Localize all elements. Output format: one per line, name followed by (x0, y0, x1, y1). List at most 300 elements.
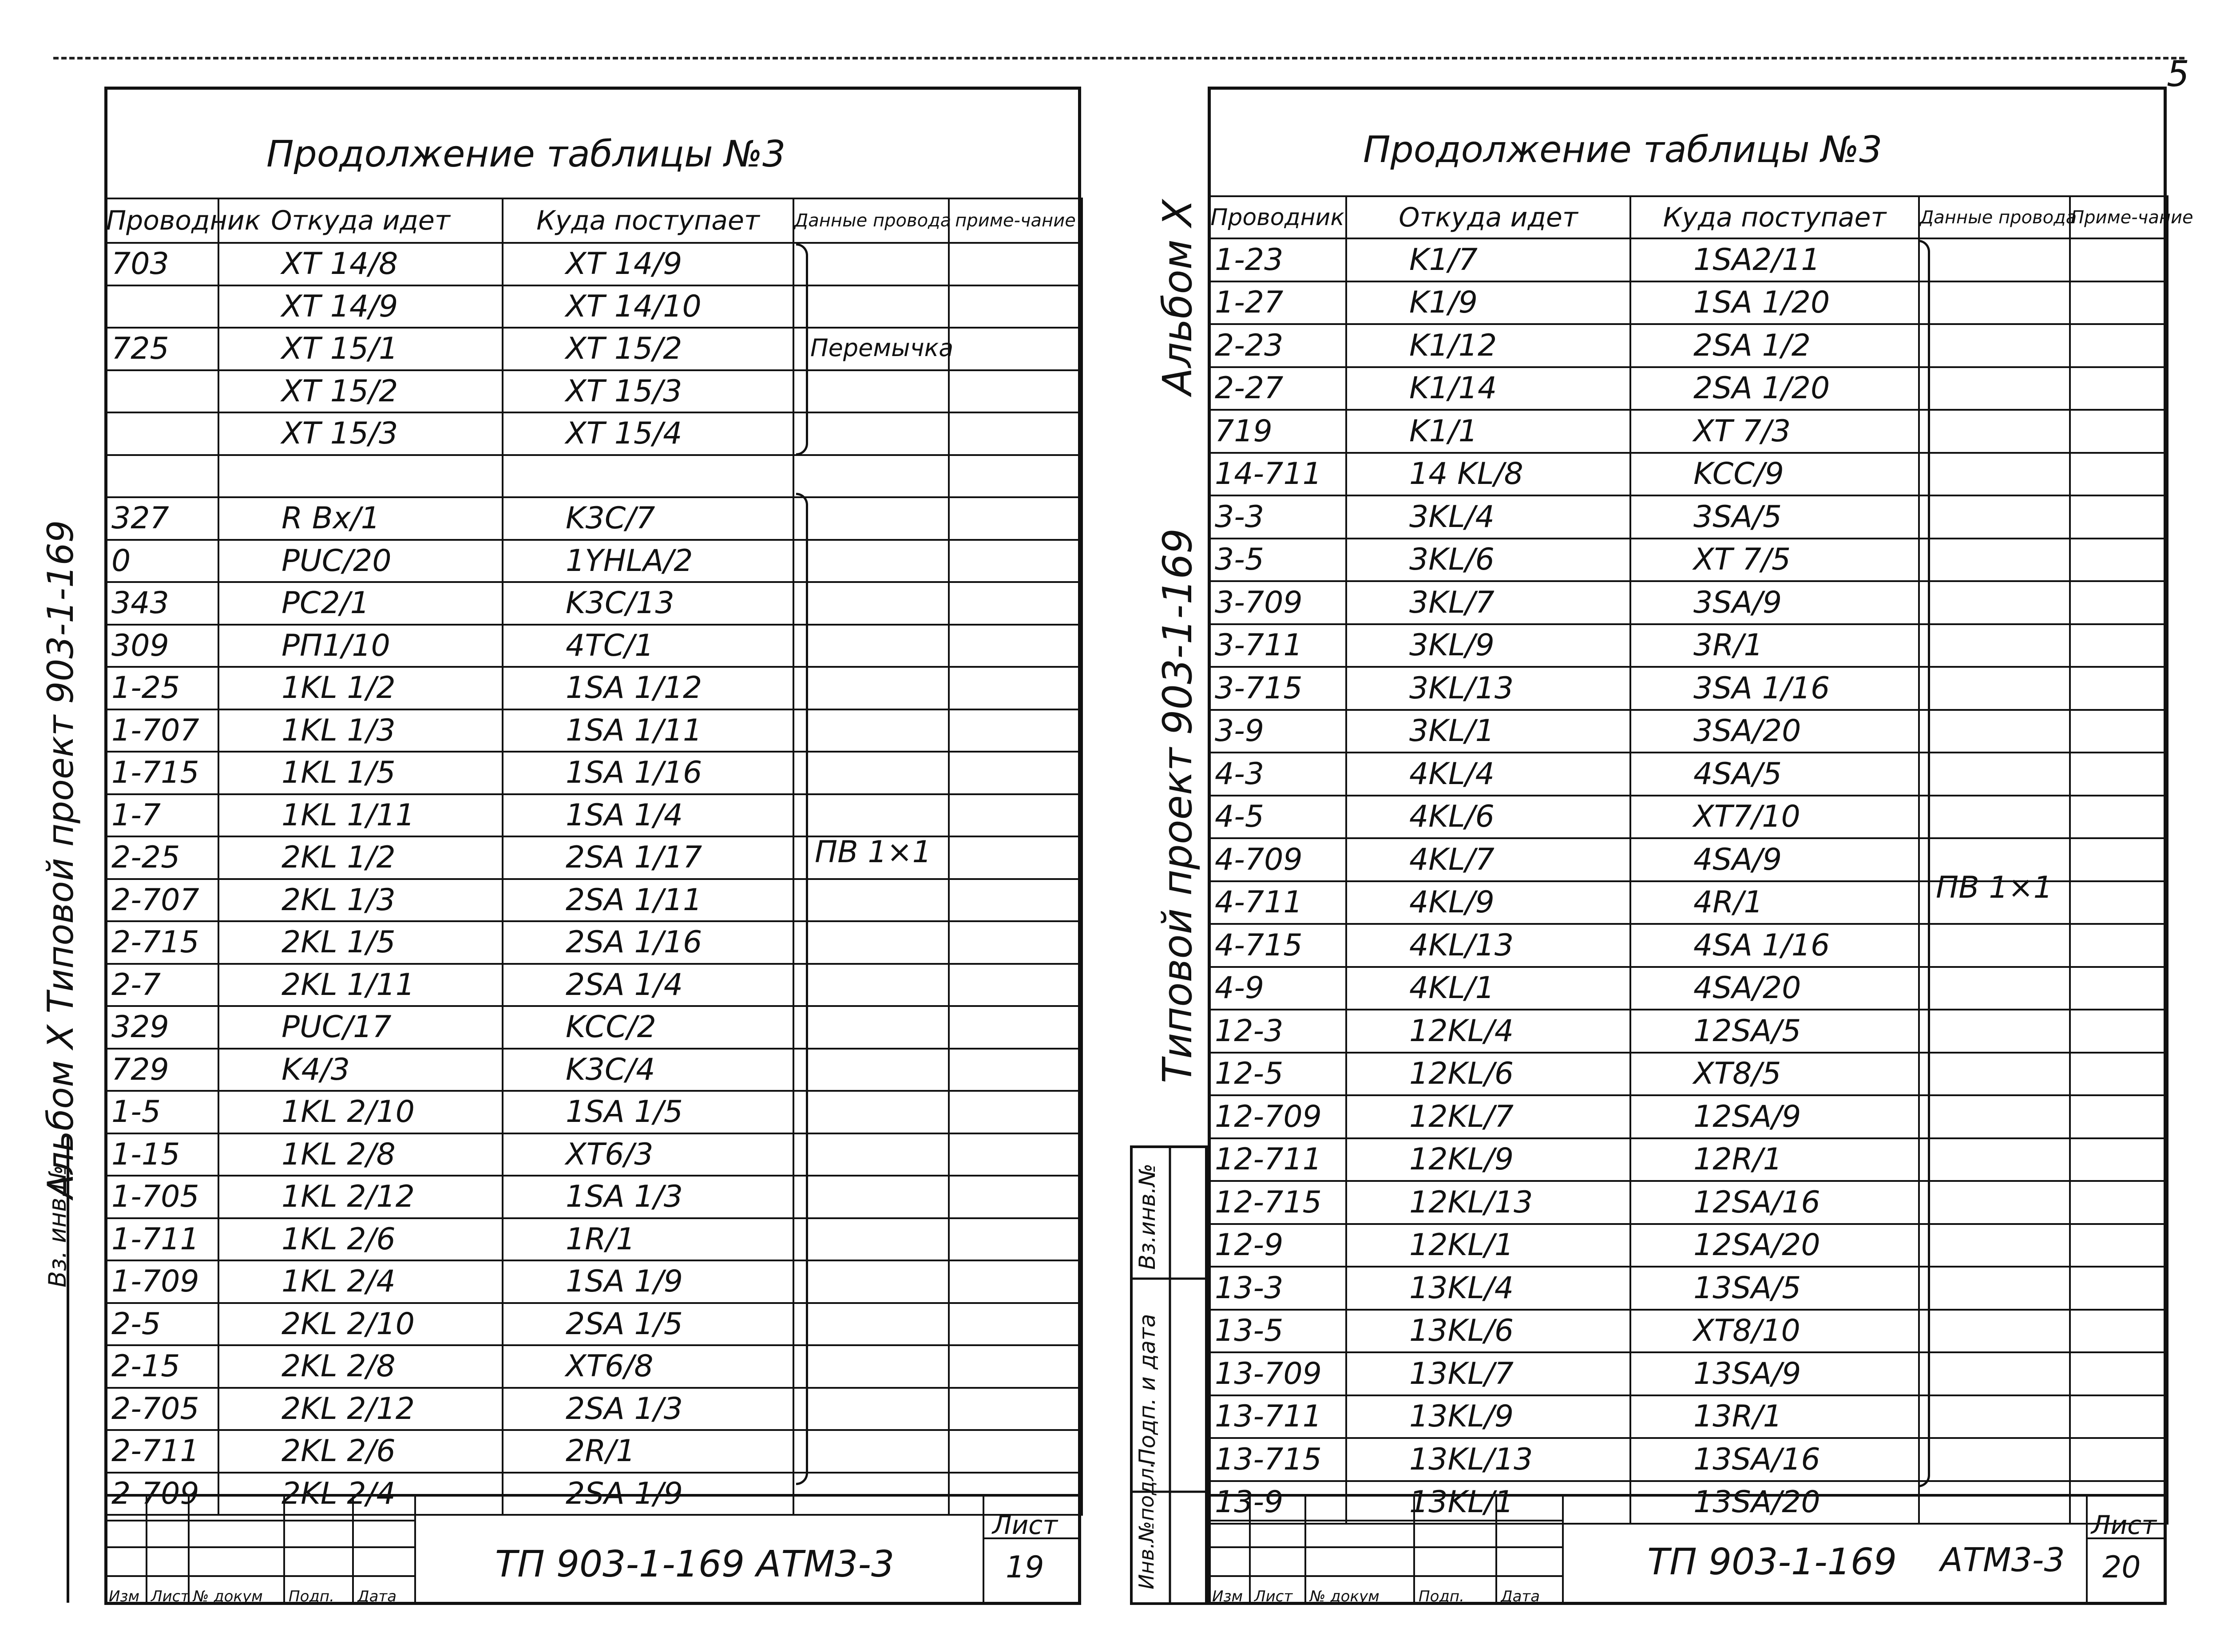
table-row (105, 709, 1082, 752)
cell-note (2070, 838, 2168, 881)
cell-from: 4KL/9 (1346, 881, 1630, 924)
cell-from: 1KL 1/2 (218, 667, 503, 709)
cell-note (949, 412, 1082, 455)
table-row (105, 879, 1082, 922)
corner-mark: 5 (2167, 53, 2189, 95)
cell-note (949, 964, 1082, 1006)
cell-to: 13SA/20 (1630, 1481, 1919, 1524)
cell-from: 12KL/7 (1346, 1095, 1630, 1138)
cell-wire-data (1919, 324, 2070, 367)
right-stamp-grid (1208, 1494, 2167, 1605)
cell-wire-data (793, 1218, 949, 1261)
cell-wire-data (1919, 581, 2070, 624)
table-row (105, 1303, 1082, 1346)
cell-from: K1/9 (1346, 281, 1630, 325)
table-row (105, 497, 1082, 540)
table-row (1209, 1310, 2168, 1353)
table-row (105, 964, 1082, 1006)
table-row (1209, 1267, 2168, 1310)
cell-wire: 3-715 (1209, 667, 1346, 710)
cell-note (949, 1091, 1082, 1133)
cell-to: 12R/1 (1630, 1138, 1919, 1181)
top-cut-line (53, 57, 2184, 59)
cell-wire-data (1919, 495, 2070, 539)
cell-note (949, 243, 1082, 285)
stamp-label-change: Изм (1212, 1588, 1243, 1605)
cell-from: 3KL/9 (1346, 624, 1630, 667)
table-row (105, 921, 1082, 964)
left-brace-jumper (796, 243, 808, 456)
cell-wire (105, 285, 218, 328)
cell-wire-data (1919, 796, 2070, 839)
cell-from: 2KL 2/4 (218, 1473, 503, 1515)
table-row (105, 582, 1082, 625)
cell-note (2070, 710, 2168, 753)
cell-wire-data (1919, 967, 2070, 1010)
cell-note (949, 328, 1082, 370)
cell-to: 2SA 1/3 (503, 1388, 793, 1430)
col-wire-data: Данные провода (793, 198, 949, 243)
cell-wire-data (793, 1049, 949, 1091)
cell-note (949, 1218, 1082, 1261)
cell-to: 2SA 1/9 (503, 1473, 793, 1515)
cell-wire: 4-711 (1209, 881, 1346, 924)
cell-to: K3C/7 (503, 497, 793, 540)
col-note: приме-чание (949, 198, 1082, 243)
cell-to: 13SA/9 (1630, 1352, 1919, 1395)
cell-to: XT7/10 (1630, 796, 1919, 839)
cell-wire: 4-709 (1209, 838, 1346, 881)
cell-wire: 4-715 (1209, 924, 1346, 967)
cell-wire-data (793, 1260, 949, 1303)
cell-from: 1KL 2/10 (218, 1091, 503, 1133)
cell-wire: 13-5 (1209, 1310, 1346, 1353)
cell-to: 1SA 1/11 (503, 709, 793, 752)
cell-wire-data (1919, 1267, 2070, 1310)
cell-note (2070, 324, 2168, 367)
cell-wire-data (793, 455, 949, 498)
cell-from: 4KL/7 (1346, 838, 1630, 881)
cell-wire: 2-5 (105, 1303, 218, 1346)
cell-note (2070, 1267, 2168, 1310)
cell-to: 4SA/20 (1630, 967, 1919, 1010)
cell-wire: 3-5 (1209, 539, 1346, 582)
cell-wire (105, 455, 218, 498)
cell-wire: 719 (1209, 410, 1346, 453)
cell-to: 2SA 1/16 (503, 921, 793, 964)
cell-from: 2KL 1/5 (218, 921, 503, 964)
cell-from: 3KL/13 (1346, 667, 1630, 710)
cell-to: KCC/2 (503, 1006, 793, 1049)
table-row (105, 243, 1082, 285)
table-row (105, 1388, 1082, 1430)
table-row (1209, 281, 2168, 325)
cell-note (2070, 238, 2168, 281)
cell-wire: 12-709 (1209, 1095, 1346, 1138)
left-stamp-code: ТП 903-1-169 АТМ3-3 (495, 1543, 895, 1585)
cell-from: XT 14/9 (218, 285, 503, 328)
cell-from: 2KL 2/6 (218, 1430, 503, 1473)
table-row (105, 794, 1082, 837)
cell-note (949, 497, 1082, 540)
cell-from: R Bx/1 (218, 497, 503, 540)
cell-wire-data (1919, 410, 2070, 453)
right-group-wire-label: ПВ 1×1 (1936, 870, 2053, 905)
cell-from: 1KL 2/6 (218, 1218, 503, 1261)
cell-wire: 4-3 (1209, 753, 1346, 796)
cell-from: 12KL/1 (1346, 1224, 1630, 1267)
cell-wire: 12-715 (1209, 1181, 1346, 1224)
cell-note (2070, 1053, 2168, 1096)
table-row (1209, 624, 2168, 667)
cell-from: 2KL 1/3 (218, 879, 503, 922)
stamp-label-sheet: Лист (151, 1588, 190, 1605)
cell-note (2070, 281, 2168, 325)
cell-to: XT 7/5 (1630, 539, 1919, 582)
table-row (105, 1006, 1082, 1049)
cell-to: 2SA 1/5 (503, 1303, 793, 1346)
cell-note (949, 709, 1082, 752)
cell-note (949, 879, 1082, 922)
cell-wire-data (793, 1133, 949, 1176)
cell-note (2070, 410, 2168, 453)
cell-wire (105, 412, 218, 455)
right-brace-wire (1918, 240, 1930, 1487)
right-wire-table (1208, 195, 2193, 1525)
cell-from: K1/12 (1346, 324, 1630, 367)
col-to: Куда поступает (503, 198, 793, 243)
cell-to: 2SA 1/11 (503, 879, 793, 922)
cell-note (949, 1176, 1082, 1218)
table-row (105, 752, 1082, 794)
cell-to: 2R/1 (503, 1430, 793, 1473)
cell-wire-data (793, 1091, 949, 1133)
cell-from: XT 15/1 (218, 328, 503, 370)
table-row (105, 1049, 1082, 1091)
cell-to: XT6/8 (503, 1345, 793, 1388)
cell-note (2070, 1352, 2168, 1395)
cell-wire: 1-23 (1209, 238, 1346, 281)
side-label-inv: Инв.№подл. (1134, 1461, 1158, 1589)
stamp-label-sheet: Лист (1254, 1588, 1293, 1605)
cell-note (949, 752, 1082, 794)
cell-from: 13KL/1 (1346, 1481, 1630, 1524)
cell-note (949, 1303, 1082, 1346)
table-row (1209, 539, 2168, 582)
cell-wire: 1-715 (105, 752, 218, 794)
cell-wire-data (793, 582, 949, 625)
table-row (1209, 1053, 2168, 1096)
cell-to: 13SA/5 (1630, 1267, 1919, 1310)
table-row (105, 1091, 1082, 1133)
cell-to: 4SA/9 (1630, 838, 1919, 881)
cell-wire-data (1919, 1053, 2070, 1096)
cell-wire-data (1919, 1395, 2070, 1438)
cell-wire: 1-705 (105, 1176, 218, 1218)
cell-note (2070, 1010, 2168, 1053)
col-from: Откуда идет (218, 198, 503, 243)
cell-wire-data (1919, 367, 2070, 410)
cell-from: 13KL/6 (1346, 1310, 1630, 1353)
cell-from: 1KL 1/5 (218, 752, 503, 794)
table-row (105, 1345, 1082, 1388)
cell-note (2070, 796, 2168, 839)
cell-from: 12KL/9 (1346, 1138, 1630, 1181)
cell-wire: 12-5 (1209, 1053, 1346, 1096)
cell-wire: 3-709 (1209, 581, 1346, 624)
table-row (105, 540, 1082, 582)
cell-note (949, 582, 1082, 625)
table-row (105, 285, 1082, 328)
cell-wire-data (793, 412, 949, 455)
cell-note (949, 794, 1082, 837)
cell-note (2070, 581, 2168, 624)
cell-from: XT 14/8 (218, 243, 503, 285)
table-row (1209, 581, 2168, 624)
cell-wire: 2-709 (105, 1473, 218, 1515)
cell-wire: 2-27 (1209, 367, 1346, 410)
table-row (1209, 1395, 2168, 1438)
col-wire: Проводник (1209, 196, 1346, 238)
cell-note (949, 540, 1082, 582)
cell-from: 4KL/13 (1346, 924, 1630, 967)
cell-to: 4SA 1/16 (1630, 924, 1919, 967)
cell-wire: 1-7 (105, 794, 218, 837)
cell-from: PUC/17 (218, 1006, 503, 1049)
right-margin-album: Альбом Х (1154, 199, 1201, 395)
left-group-jumper-label: Перемычка (810, 334, 954, 362)
stamp-label-change: Изм (109, 1588, 140, 1605)
table-row (105, 455, 1082, 498)
cell-note (2070, 967, 2168, 1010)
cell-wire: 4-5 (1209, 796, 1346, 839)
cell-wire: 1-709 (105, 1260, 218, 1303)
cell-note (2070, 753, 2168, 796)
table-row (1209, 1438, 2168, 1481)
cell-wire: 729 (105, 1049, 218, 1091)
cell-wire-data (793, 1430, 949, 1473)
table-row (1209, 367, 2168, 410)
cell-to: 3R/1 (1630, 624, 1919, 667)
table-row (1209, 796, 2168, 839)
col-to: Куда поступает (1630, 196, 1919, 238)
cell-wire-data (793, 1303, 949, 1346)
left-stamp-grid (104, 1494, 1081, 1605)
cell-to: 1SA 1/9 (503, 1260, 793, 1303)
stamp-label-date: Дата (357, 1588, 397, 1605)
cell-to: XT8/5 (1630, 1053, 1919, 1096)
cell-wire: 13-711 (1209, 1395, 1346, 1438)
cell-to: 2SA 1/20 (1630, 367, 1919, 410)
cell-wire: 327 (105, 497, 218, 540)
stamp-label-sign: Подп. (289, 1588, 334, 1605)
cell-wire: 1-707 (105, 709, 218, 752)
cell-from: 1KL 2/8 (218, 1133, 503, 1176)
cell-wire-data (1919, 1010, 2070, 1053)
stamp-label-doc: № докум (1310, 1588, 1380, 1605)
cell-wire-data (793, 709, 949, 752)
cell-wire: 1-27 (1209, 281, 1346, 325)
col-note: Приме-чание (2070, 196, 2168, 238)
table-row (1209, 453, 2168, 496)
cell-to: 1SA 1/16 (503, 752, 793, 794)
cell-to: 1SA2/11 (1630, 238, 1919, 281)
table-row (105, 625, 1082, 667)
cell-to: 1SA 1/12 (503, 667, 793, 709)
cell-wire: 3-9 (1209, 710, 1346, 753)
cell-note (2070, 1224, 2168, 1267)
table-row (1209, 1224, 2168, 1267)
cell-wire: 0 (105, 540, 218, 582)
cell-wire-data (793, 243, 949, 285)
left-wire-table (104, 198, 1083, 1516)
cell-wire-data (793, 1006, 949, 1049)
cell-note (2070, 1438, 2168, 1481)
cell-note (2070, 881, 2168, 924)
cell-wire: 2-711 (105, 1430, 218, 1473)
left-brace-wire (796, 493, 808, 1485)
cell-to: KCC/9 (1630, 453, 1919, 496)
cell-from: 3KL/6 (1346, 539, 1630, 582)
cell-to: XT 14/10 (503, 285, 793, 328)
cell-wire-data (793, 921, 949, 964)
table-row (105, 667, 1082, 709)
cell-wire-data (1919, 924, 2070, 967)
cell-wire-data (1919, 1181, 2070, 1224)
cell-note (2070, 667, 2168, 710)
left-sheet-label: Лист (992, 1510, 1058, 1540)
cell-from: 1KL 1/11 (218, 794, 503, 837)
table-row (1209, 1181, 2168, 1224)
cell-to: 3SA 1/16 (1630, 667, 1919, 710)
cell-wire-data (793, 794, 949, 837)
cell-from: 3KL/1 (1346, 710, 1630, 753)
left-margin-label: Вз. инв.№ (44, 1165, 71, 1288)
cell-wire-data (793, 1345, 949, 1388)
cell-wire-data (793, 964, 949, 1006)
cell-wire-data (793, 497, 949, 540)
cell-wire: 1-711 (105, 1218, 218, 1261)
left-group-wire-label: ПВ 1×1 (815, 835, 932, 870)
cell-to: 2SA 1/17 (503, 836, 793, 879)
cell-from: РП1/10 (218, 625, 503, 667)
table-row (1209, 667, 2168, 710)
col-wire-data: Данные провода (1919, 196, 2070, 238)
cell-to: 12SA/5 (1630, 1010, 1919, 1053)
cell-wire: 725 (105, 328, 218, 370)
cell-note (949, 1049, 1082, 1091)
cell-wire-data (1919, 1310, 2070, 1353)
table-row (1209, 410, 2168, 453)
cell-wire (105, 370, 218, 413)
cell-from: 4KL/1 (1346, 967, 1630, 1010)
cell-to: XT 14/9 (503, 243, 793, 285)
cell-wire: 329 (105, 1006, 218, 1049)
cell-note (2070, 624, 2168, 667)
table-row (105, 1260, 1082, 1303)
cell-from: 4KL/6 (1346, 796, 1630, 839)
cell-to: K3C/13 (503, 582, 793, 625)
cell-wire: 12-3 (1209, 1010, 1346, 1053)
cell-from: PC2/1 (218, 582, 503, 625)
cell-to: 2SA 1/2 (1630, 324, 1919, 367)
cell-wire-data (1919, 667, 2070, 710)
cell-from: K1/14 (1346, 367, 1630, 410)
cell-note (949, 1430, 1082, 1473)
cell-wire-data (793, 1176, 949, 1218)
cell-from: 1KL 2/12 (218, 1176, 503, 1218)
col-wire: Проводник (105, 198, 218, 243)
cell-from: 1KL 2/4 (218, 1260, 503, 1303)
table-row (1209, 924, 2168, 967)
cell-wire-data (1919, 624, 2070, 667)
cell-wire-data (793, 540, 949, 582)
cell-wire: 13-3 (1209, 1267, 1346, 1310)
cell-from: 13KL/7 (1346, 1352, 1630, 1395)
right-sheet-label: Лист (2091, 1510, 2157, 1540)
cell-note (949, 285, 1082, 328)
right-title: Продолжение таблицы №3 (1363, 129, 1883, 171)
left-margin-text: Альбом Х Типовой проект 903-1-169 (40, 520, 81, 1199)
cell-wire-data (1919, 1224, 2070, 1267)
cell-wire-data (793, 285, 949, 328)
cell-to: 12SA/9 (1630, 1095, 1919, 1138)
right-sheet-number: 20 (2102, 1550, 2141, 1585)
cell-to: 1SA 1/20 (1630, 281, 1919, 325)
cell-from: 12KL/4 (1346, 1010, 1630, 1053)
cell-note (949, 1260, 1082, 1303)
cell-from: XT 15/2 (218, 370, 503, 413)
cell-to: 4TC/1 (503, 625, 793, 667)
cell-wire: 12-711 (1209, 1138, 1346, 1181)
cell-note (2070, 1181, 2168, 1224)
cell-note (949, 455, 1082, 498)
stamp-label-sign: Подп. (1419, 1588, 1464, 1605)
cell-from (218, 455, 503, 498)
cell-to: 4R/1 (1630, 881, 1919, 924)
cell-from: 3KL/7 (1346, 581, 1630, 624)
table-row (105, 1176, 1082, 1218)
cell-note (2070, 495, 2168, 539)
cell-to: K3C/4 (503, 1049, 793, 1091)
table-row (105, 1218, 1082, 1261)
cell-from: XT 15/3 (218, 412, 503, 455)
cell-wire-data (1919, 1352, 2070, 1395)
cell-from: 2KL 2/10 (218, 1303, 503, 1346)
cell-to: XT6/3 (503, 1133, 793, 1176)
cell-wire: 2-707 (105, 879, 218, 922)
cell-wire-data (1919, 453, 2070, 496)
cell-wire: 2-23 (1209, 324, 1346, 367)
cell-note (2070, 924, 2168, 967)
table-row (105, 1430, 1082, 1473)
cell-from: 2KL 1/11 (218, 964, 503, 1006)
cell-from: 4KL/4 (1346, 753, 1630, 796)
cell-to: 1YHLA/2 (503, 540, 793, 582)
cell-note (2070, 453, 2168, 496)
cell-wire-data (1919, 1138, 2070, 1181)
cell-note (949, 1006, 1082, 1049)
cell-wire-data (1919, 710, 2070, 753)
cell-wire: 14-711 (1209, 453, 1346, 496)
col-from: Откуда идет (1346, 196, 1630, 238)
cell-to: 3SA/20 (1630, 710, 1919, 753)
right-margin-project: Типовой проект 903-1-169 (1154, 528, 1201, 1083)
cell-from: 14 KL/8 (1346, 453, 1630, 496)
cell-from: 13KL/13 (1346, 1438, 1630, 1481)
cell-wire-data (1919, 1095, 2070, 1138)
stamp-label-date: Дата (1501, 1588, 1540, 1605)
